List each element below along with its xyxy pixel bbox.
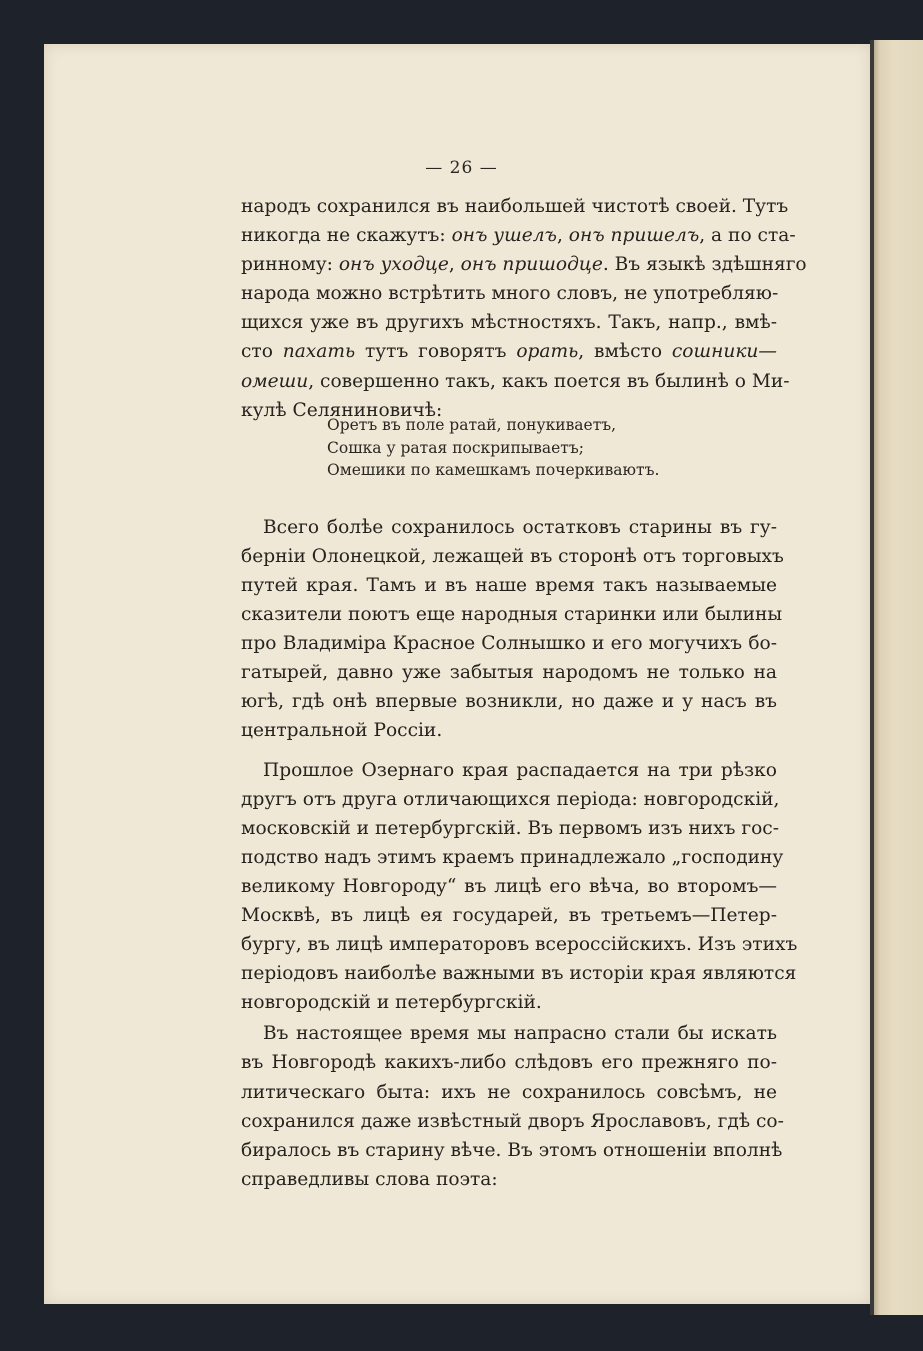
text-line: Прошлое Озернаго края распадается на три рѣзко (263, 759, 777, 781)
text-line: другъ отъ друга отличающихся періода: новгородскій, (241, 788, 780, 810)
page-number: — 26 — (425, 158, 498, 178)
verse-line: Сошка у ратая поскрипываетъ; (327, 438, 584, 457)
text-line: бургу, въ лицѣ императоровъ всероссійскихъ. Изъ этихъ (241, 934, 798, 956)
text-line: Въ настоящее время мы напрасно стали бы искать (263, 1023, 777, 1045)
text-line: въ Новгородѣ какихъ-либо слѣдовъ его прежняго по- (241, 1052, 777, 1074)
body-text (241, 192, 807, 1194)
text-line: центральной Россіи. (241, 720, 443, 742)
text-line: омеши, совершенно такъ, какъ поется въ былинѣ о Ми- (241, 370, 790, 392)
text-line: періодовъ наиболѣе важными въ исторіи края являются (241, 963, 797, 985)
text-line: справедливы слова поэта: (241, 1168, 498, 1190)
paragraph-1 (241, 192, 807, 425)
text-line: берніи Олонецкой, лежащей въ сторонѣ отъ торговыхъ (241, 545, 784, 567)
text-line: никогда не скажутъ: онъ ушелъ, онъ пришелъ, а по ста- (241, 225, 796, 247)
text-line: югѣ, гдѣ онѣ впервые возникли, но даже и у насъ въ (241, 691, 777, 713)
text-line: биралось въ старину вѣче. Въ этомъ отношеніи вполнѣ (241, 1139, 783, 1161)
text-line: подство надъ этимъ краемъ принадлежало „господину (241, 846, 784, 868)
text-line: литическаго быта: ихъ не сохранилось совсѣмъ, не (241, 1081, 777, 1103)
paragraph-4 (241, 1019, 784, 1194)
text-line: про Владиміра Красное Солнышко и его могучихъ бо- (241, 633, 777, 655)
verse-quote (327, 414, 659, 482)
verse-line: Оретъ въ поле ратай, понукиваетъ, (327, 416, 617, 434)
verse-line: Омешики по камешкамъ почеркиваютъ. (327, 461, 660, 479)
text-line: гатырей, давно уже забытыя народомъ не только на (241, 662, 777, 684)
text-line: сохранился даже извѣстный дворъ Ярославовъ, гдѣ со- (241, 1110, 784, 1132)
text-line: великому Новгороду“ въ лицѣ его вѣча, во второмъ— (241, 875, 777, 897)
text-line: Всего болѣе сохранилось остатковъ старины въ гу- (263, 516, 777, 538)
text-line: народъ сохранился въ наибольшей чистотѣ своей. Тутъ (241, 196, 789, 217)
text-line: Москвѣ, въ лицѣ ея государей, въ третьемъ—Петер- (241, 904, 777, 926)
paragraph-3 (241, 756, 798, 1018)
next-page-edge (874, 40, 923, 1315)
text-line: народа можно встрѣтить много словъ, не употребляю- (241, 283, 779, 305)
text-line: московскій и петербургскій. Въ первомъ изъ нихъ гос- (241, 817, 779, 839)
paragraph-2 (241, 513, 784, 746)
text-line: кулѣ Селяниновичѣ: (241, 399, 443, 421)
text-line: ринному: онъ уходце, онъ пришодце. Въ языкѣ здѣшняго (241, 254, 807, 276)
paragraph-gap (241, 746, 777, 756)
text-line: новгородскій и петербургскій. (241, 992, 542, 1014)
text-line: сказители поютъ еще народныя старинки или былины (241, 604, 783, 626)
text-line: щихся уже въ другихъ мѣстностяхъ. Такъ, напр., вмѣ- (241, 312, 777, 334)
text-line: сто пахать тутъ говорятъ орать, вмѣсто сошники— (241, 341, 777, 363)
text-line: путей края. Тамъ и въ наше время такъ называемые (241, 574, 777, 596)
